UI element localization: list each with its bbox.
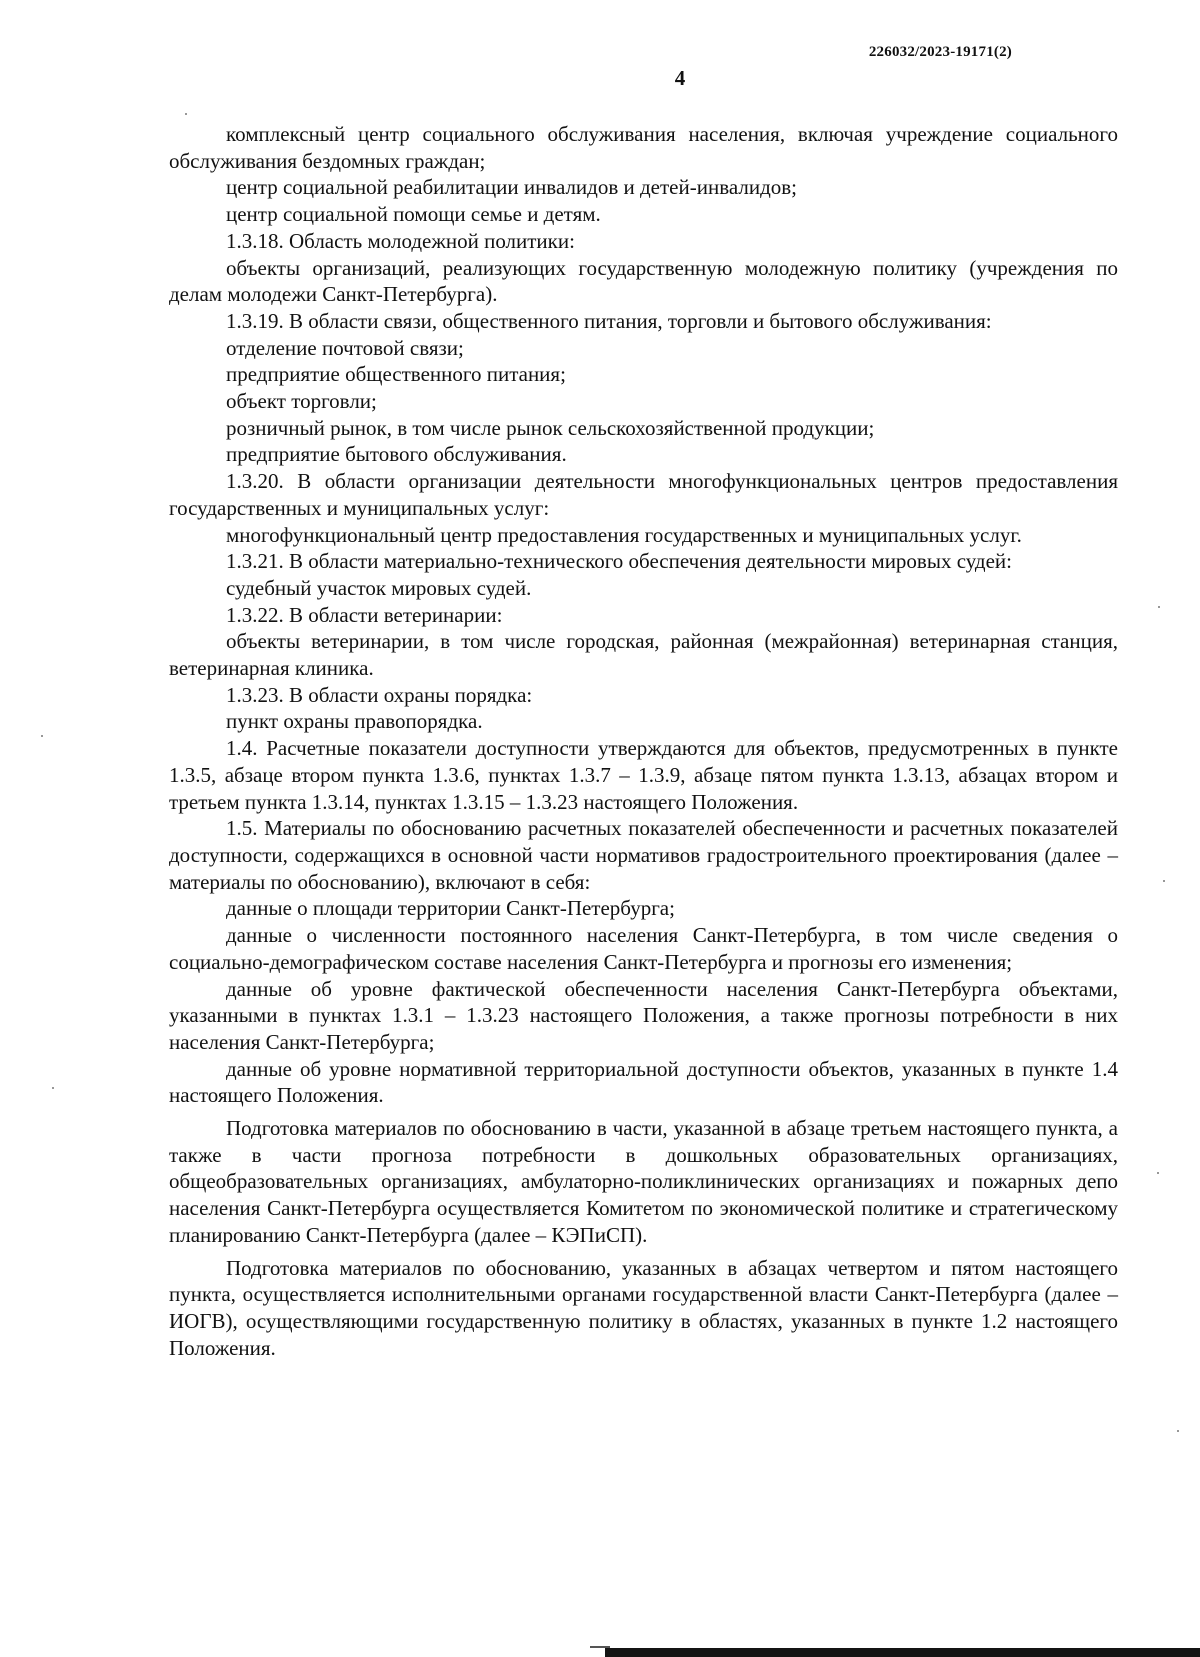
paragraph: данные об уровне нормативной территориальной доступности объектов, указанных в пункте 1.4 настоящего Положения. bbox=[169, 1056, 1118, 1108]
paragraph: Подготовка материалов по обоснованию, указанных в абзацах четвертом и пятом настоящего пункта, осуществляется исполнительными органами государственной власти Санкт-Петербурга (далее – ИОГВ), осуществляющими государственную политику в областях, указанных в пункте 1.2 настоящего Положения. bbox=[169, 1255, 1118, 1360]
scan-speck bbox=[1157, 1172, 1159, 1174]
section-heading: 1.3.20. В области организации деятельности многофункциональных центров предоставления государственных и муниципальных услуг: bbox=[169, 469, 1118, 520]
scan-speck bbox=[185, 113, 187, 115]
paragraph: многофункциональный центр предоставления государственных и муниципальных услуг. bbox=[226, 522, 1022, 547]
paragraph: отделение почтовой связи; bbox=[226, 335, 464, 360]
section-heading: 1.4. Расчетные показатели доступности утверждаются для объектов, предусмотренных в пункте 1.3.5, абзаце втором пункта 1.3.6, пунктах 1.3.7 – 1.3.9, абзаце пятом пункта 1.3.13, абзацах втором и третьем пункта 1.3.14, пунктах 1.3.15 – 1.3.23 настоящего Положения. bbox=[169, 736, 1118, 814]
paragraph: объекты ветеринарии, в том числе городская, районная (межрайонная) ветеринарная станция, ветеринарная клиника. bbox=[169, 629, 1118, 681]
section-heading: 1.3.23. В области охраны порядка: bbox=[226, 682, 533, 707]
scan-speck bbox=[1177, 1430, 1179, 1432]
paragraph: центр социальной реабилитации инвалидов и детей-инвалидов; bbox=[226, 175, 798, 200]
paragraph: комплексный центр социального обслуживания населения, включая учреждение социального обслуживания бездомных граждан; bbox=[169, 122, 1118, 173]
paragraph: объекты организаций, реализующих государственную молодежную политику (учреждения по делам молодежи Санкт-Петербурга). bbox=[169, 255, 1118, 307]
paragraph: данные о численности постоянного населения Санкт-Петербурга, в том числе сведения о социально-демографическом составе населения Санкт-Петербурга и прогнозы его изменения; bbox=[169, 923, 1118, 974]
scan-artifact bbox=[605, 1648, 1200, 1657]
section-heading: 1.3.18. Область молодежной политики: bbox=[226, 228, 575, 253]
scan-speck bbox=[1163, 880, 1165, 882]
paragraph: пункт охраны правопорядка. bbox=[226, 709, 483, 734]
paragraph: предприятие бытового обслуживания. bbox=[226, 442, 567, 467]
section-heading: 1.3.21. В области материально-технического обеспечения деятельности мировых судей: bbox=[226, 549, 1013, 574]
document-number: 226032/2023-19171(2) bbox=[868, 44, 1012, 60]
scan-speck bbox=[41, 735, 43, 737]
paragraph: розничный рынок, в том числе рынок сельскохозяйственной продукции; bbox=[226, 415, 875, 440]
paragraph: данные об уровне фактической обеспеченности населения Санкт-Петербурга объектами, указанными в пунктах 1.3.1 – 1.3.23 настоящего Положения, а также прогнозы потребности в них населения Санкт-Петербурга; bbox=[169, 976, 1118, 1054]
paragraph: данные о площади территории Санкт-Петербурга; bbox=[226, 896, 675, 921]
paragraph: Подготовка материалов по обоснованию в части, указанной в абзаце третьем настоящего пункта, а также в части прогноза потребности в дошкольных образовательных организациях, общеобразовательных организациях, амбулаторно-поликлинических организациях и пожарных депо населения Санкт-Петербурга осуществляется Комитетом по экономической политике и стратегическому планированию Санкт-Петербурга (далее – КЭПиСП). bbox=[169, 1116, 1118, 1247]
section-heading: 1.3.22. В области ветеринарии: bbox=[226, 602, 503, 627]
document-body bbox=[169, 121, 1118, 1361]
paragraph: объект торговли; bbox=[226, 389, 377, 414]
paragraph: предприятие общественного питания; bbox=[226, 362, 566, 387]
section-heading: 1.5. Материалы по обоснованию расчетных показателей обеспеченности и расчетных показателей доступности, содержащихся в основной части нормативов градостроительного проектирования (далее – материалы по обоснованию), включают в себя: bbox=[169, 816, 1118, 894]
scan-speck bbox=[52, 1087, 54, 1089]
page-number: 4 bbox=[674, 66, 686, 90]
paragraph: центр социальной помощи семье и детям. bbox=[226, 202, 601, 227]
paragraph: судебный участок мировых судей. bbox=[226, 575, 532, 600]
section-heading: 1.3.19. В области связи, общественного питания, торговли и бытового обслуживания: bbox=[226, 308, 992, 333]
scan-speck bbox=[1158, 606, 1160, 608]
